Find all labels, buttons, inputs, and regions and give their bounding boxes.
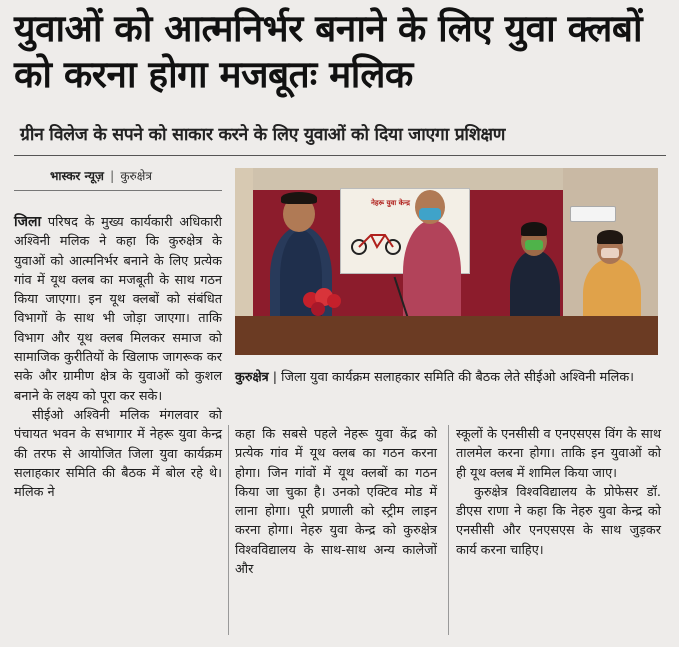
subheadline: ग्रीन विलेज के सपने को साकार करने के लिए युवाओं को दिया जाएगा प्रशिक्षण <box>20 125 506 145</box>
bike-icon <box>349 225 405 255</box>
caption-location: कुरुक्षेत्र <box>235 370 269 385</box>
photo-air-conditioner <box>570 206 616 222</box>
news-photo <box>235 168 658 355</box>
photo-caption <box>235 368 655 387</box>
column-1-paragraph-2: सीईओ अश्विनी मलिक मंगलवार को पंचायत भवन के सभागार में नेहरू युवा केन्द्र की तरफ से आयोजित जिला युवा कार्यक्रम सलाहकार समिति की बैठक में बोल रहे थे। मलिक ने <box>14 407 222 501</box>
byline-rule <box>14 190 222 191</box>
photo-banner-title: नेहरू युवा केन्द्र <box>371 199 410 207</box>
caption-text: | जिला युवा कार्यक्रम सलाहकार समिति की बैठक लेते सीईओ अश्विनी मलिक। <box>268 370 635 385</box>
byline-location: कुरुक्षेत्र <box>120 169 152 183</box>
column-1-paragraph-1 <box>14 213 222 406</box>
column-divider-1 <box>228 425 229 635</box>
column-divider-2 <box>448 425 449 635</box>
column-3-paragraph-1: स्कूलों के एनसीसी व एनएसएस विंग के साथ तालमेल करना होगा। ताकि इन युवाओं को ही यूथ क्लब में शामिल किया जाए। <box>456 427 661 481</box>
byline <box>50 167 152 184</box>
lead-word: जिला <box>14 214 42 230</box>
byline-source: भास्कर न्यूज़ <box>50 169 104 183</box>
column-2 <box>235 425 437 579</box>
byline-separator: | <box>110 169 115 183</box>
column-1 <box>14 213 222 502</box>
column-3 <box>456 425 661 560</box>
column-3-paragraph-2: कुरुक्षेत्र विश्वविद्यालय के प्रोफेसर डॉ. डीएस राणा ने कहा कि नेहरु युवा केन्द्र को एनसीसी और एनएसएस के साथ जुड़कर कार्य करना चाहिए। <box>456 484 661 558</box>
photo-table <box>235 316 658 355</box>
column-2-paragraph-1: कहा कि सबसे पहले नेहरू युवा केंद्र को प्रत्येक गांव में यूथ क्लब का गठन करना होगा। जिन गांवों में यूथ क्लबों का गठन किया जा चुका है। उनको एक्टिव मोड में लाना होगा। पूरी प्रणाली को स्ट्रीम लाइन करना होगा। नेहरु युवा केन्द्र को कुरुक्षेत्र विश्वविद्यालय के साथ-साथ अन्य कालेजों और <box>235 427 437 578</box>
headline: युवाओं को आत्मनिर्भर बनाने के लिए युवा क्लबों को करना होगा मजबूतः मलिक <box>14 7 643 96</box>
column-1-paragraph-1-text: परिषद के मुख्य कार्यकारी अधिकारी अश्विनी मलिक ने कहा कि कुरुक्षेत्र के युवाओं को आत्मनिर्भर बनाने के लिए प्रत्येक गांव में यूथ क्लब का मजबूती के साथ गठन किया जाएगा। इन यूथ क्लबों को संबंधित विभागों के साथ भी जोड़ा जाएगा। ताकि विभाग और यूथ क्लब मिलकर समाज को सामाजिक कुरीतियों के खिलाफ जागरूक कर सके और ग्रामीण क्षेत्र के युवाओं को कुशल बनाने के लक्ष्य को पूरा कर सके। <box>14 215 222 404</box>
top-rule <box>14 155 666 156</box>
